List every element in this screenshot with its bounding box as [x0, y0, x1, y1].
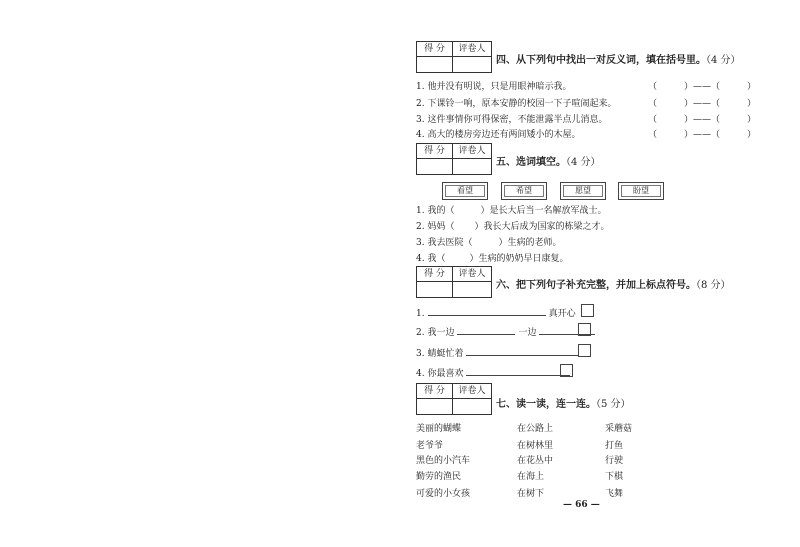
write-line[interactable] — [466, 346, 578, 356]
match-right-5[interactable]: 飞舞 — [605, 489, 624, 499]
match-mid-2[interactable]: 在树林里 — [517, 441, 554, 451]
grader-label: 评卷人 — [453, 267, 491, 282]
write-line[interactable] — [457, 325, 515, 335]
match-left-3[interactable]: 黑色的小汽车 — [416, 456, 471, 466]
section6-item-4: 4. 你最喜欢 — [416, 366, 573, 379]
section5-item-2: 2. 妈妈（ ）我长大后成为国家的栋梁之才。 — [416, 222, 610, 232]
section5-item-3: 3. 我去医院（ ）生病的老师。 — [416, 238, 562, 248]
section6-item-3: 3. 蜻蜓忙着 — [416, 346, 581, 359]
page-number: — 66 — — [563, 500, 600, 510]
match-left-1[interactable]: 美丽的蝴蝶 — [416, 424, 462, 434]
answer-blank-4[interactable]: （ ）——（ ） — [648, 130, 757, 140]
section5-title: 五、选词填空。（4 分） — [496, 157, 601, 168]
score-box-7 — [416, 383, 492, 415]
word-card: 看望 — [442, 182, 488, 200]
match-mid-4[interactable]: 在海上 — [517, 472, 545, 482]
match-left-4[interactable]: 勤劳的渔民 — [416, 472, 462, 482]
answer-blank-1[interactable]: （ ）——（ ） — [648, 82, 757, 92]
score-box-6 — [416, 266, 492, 298]
match-right-3[interactable]: 行驶 — [605, 456, 624, 466]
match-right-1[interactable]: 采蘑菇 — [605, 424, 633, 434]
write-line[interactable] — [428, 306, 546, 316]
section7-title: 七、读一读，连一连。（5 分） — [496, 399, 631, 410]
punctuation-box[interactable] — [581, 304, 594, 317]
score-box-4 — [416, 41, 492, 73]
punctuation-box[interactable] — [578, 344, 591, 357]
section6-item-1: 1. 真开心 — [416, 306, 576, 319]
match-right-2[interactable]: 打鱼 — [605, 441, 624, 451]
match-mid-5[interactable]: 在树下 — [517, 489, 545, 499]
word-card: 愿望 — [560, 182, 606, 200]
match-left-2[interactable]: 老爷爷 — [416, 441, 444, 451]
grader-label: 评卷人 — [453, 384, 491, 399]
score-box-5 — [416, 143, 492, 175]
section4-item-3: 3. 这件事情你可得保密，不能泄露半点儿消息。 — [416, 115, 608, 125]
punctuation-box[interactable] — [578, 323, 591, 336]
section4-item-2: 2. 下课铃一响，原本安静的校园一下子喧闹起来。 — [416, 99, 617, 109]
word-card: 希望 — [501, 182, 547, 200]
section6-title: 六、把下列句子补充完整，并加上标点符号。（8 分） — [496, 280, 731, 291]
section5-item-1: 1. 我的（ ）是长大后当一名解放军战士。 — [416, 206, 607, 216]
write-line[interactable] — [466, 366, 570, 376]
match-left-5[interactable]: 可爱的小女孩 — [416, 489, 471, 499]
score-label: 得 分 — [417, 144, 453, 159]
section4-title: 四、从下列句中找出一对反义词，填在括号里。（4 分） — [496, 55, 741, 66]
word-card: 盼望 — [618, 182, 664, 200]
punctuation-box[interactable] — [560, 364, 573, 377]
score-label: 得 分 — [417, 267, 453, 282]
section6-item-2: 2. 我一边 一边 — [416, 325, 598, 338]
section5-item-4: 4. 我（ ）生病的奶奶早日康复。 — [416, 254, 569, 264]
match-mid-1[interactable]: 在公路上 — [517, 424, 554, 434]
score-label: 得 分 — [417, 42, 453, 57]
answer-blank-2[interactable]: （ ）——（ ） — [648, 99, 757, 109]
match-right-4[interactable]: 下棋 — [605, 472, 624, 482]
grader-label: 评卷人 — [453, 144, 491, 159]
score-label: 得 分 — [417, 384, 453, 399]
section4-item-4: 4. 高大的楼房旁边还有两间矮小的木屋。 — [416, 130, 581, 140]
match-mid-3[interactable]: 在花丛中 — [517, 456, 554, 466]
answer-blank-3[interactable]: （ ）——（ ） — [648, 115, 757, 125]
grader-label: 评卷人 — [453, 42, 491, 57]
section4-item-1: 1. 他并没有明说，只是用眼神暗示我。 — [416, 82, 572, 92]
